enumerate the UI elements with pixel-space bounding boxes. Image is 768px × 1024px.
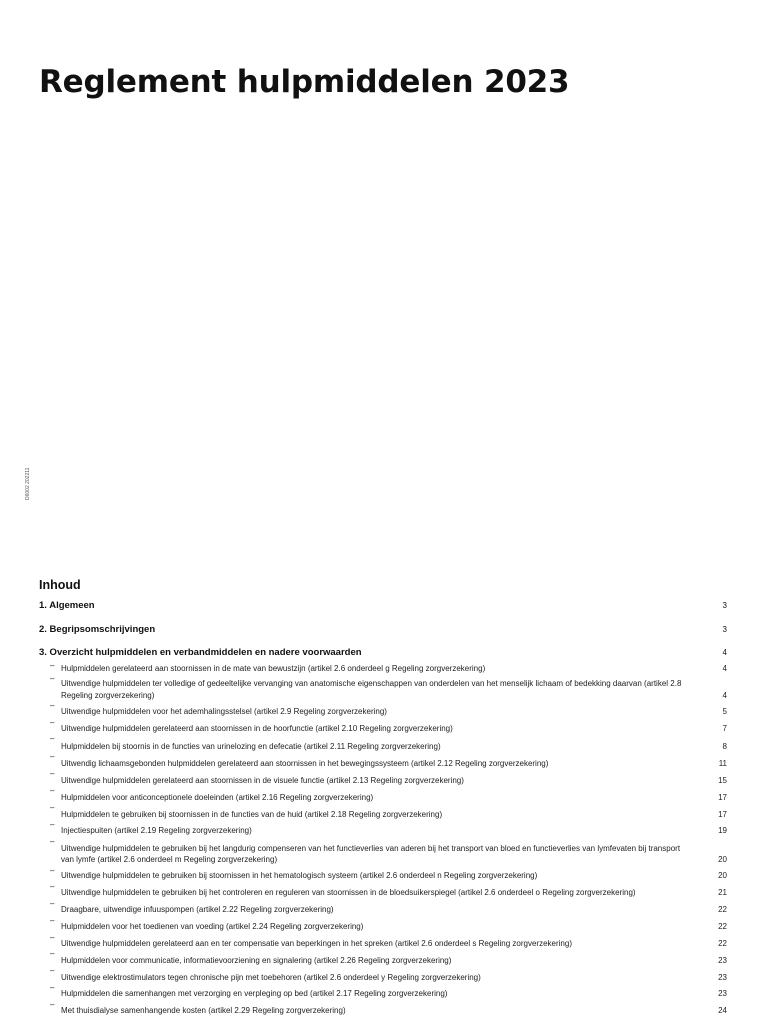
toc-item[interactable]: [39, 661, 727, 674]
toc-item-list: [39, 661, 727, 1016]
toc-item[interactable]: [39, 718, 727, 735]
toc-item-page: 15: [718, 775, 727, 785]
toc-item-text: Hulpmiddelen gerelateerd aan stoornissen in de mate van bewustzijn (artikel 2.6 onderdeel g Regeling zorgverzekering): [61, 663, 486, 673]
toc-item[interactable]: [39, 769, 727, 786]
toc-item-text: Hulpmiddelen voor communicatie, informatievoorziening en signalering (artikel 2.26 Regeling zorgverzekering): [61, 955, 452, 965]
toc-item-text: Hulpmiddelen voor anticonceptionele doeleinden (artikel 2.16 Regeling zorgverzekering): [61, 792, 374, 802]
toc-item-dash: –: [50, 999, 55, 1009]
toc-section-overzicht[interactable]: [39, 647, 727, 661]
toc-item-text: Uitwendige hulpmiddelen gerelateerd aan stoornissen in de hoorfunctie (artikel 2.10 Regeling zorgverzekering): [61, 723, 453, 733]
toc-item-page: 23: [718, 972, 727, 982]
toc-section-label: 2. Begripsomschrijvingen: [39, 623, 156, 635]
toc-item-text: Uitwendige hulpmiddelen te gebruiken bij stoornissen in het hematologisch systeem (artikel 2.6 onderdeel n Regeling zorgverzekering): [61, 871, 538, 880]
toc-item[interactable]: [39, 949, 727, 966]
toc-item-dash: –: [50, 983, 55, 992]
toc-item-text: Uitwendige hulpmiddelen voor het ademhalingsstelsel (artikel 2.9 Regeling zorgverzekering): [61, 707, 387, 716]
toc-item-page: 8: [722, 741, 727, 751]
toc-heading: Inhoud: [39, 578, 81, 592]
toc-item-page: 23: [718, 955, 727, 965]
toc-item-page: 4: [722, 663, 727, 673]
toc-item-dash: –: [50, 701, 55, 710]
toc-item[interactable]: [39, 803, 727, 820]
toc-item[interactable]: [39, 916, 727, 933]
toc-item-dash: –: [50, 752, 55, 761]
toc-item-text: Hulpmiddelen die samenhangen met verzorging en verpleging op bed (artikel 2.17 Regeling zorgverzekering): [61, 989, 448, 998]
toc-item[interactable]: [39, 866, 727, 882]
toc-item[interactable]: [39, 820, 727, 837]
toc-item[interactable]: [39, 701, 727, 718]
toc-item-dash: –: [50, 674, 55, 683]
toc-item-text: Hulpmiddelen voor het toedienen van voeding (artikel 2.24 Regeling zorgverzekering): [61, 922, 364, 931]
toc-item-page: 7: [722, 723, 727, 733]
toc-item-dash: –: [50, 932, 55, 942]
toc-item-dash: –: [50, 717, 55, 727]
toc-item-page: 19: [718, 826, 727, 835]
toc-item-page: 20: [718, 871, 727, 880]
toc-section-label: 1. Algemeen: [39, 600, 95, 611]
toc-item-dash: –: [50, 820, 55, 829]
toc-item[interactable]: [39, 734, 727, 752]
toc-item-dash: –: [50, 898, 55, 908]
toc-item-dash: –: [50, 734, 55, 743]
toc-item-text: Uitwendige hulpmiddelen ter volledige of gedeeltelijke vervanging van anatomische eigenschappen van onderdelen van het menselijk lichaam of bedekking daarvan (artikel 2.8 Regeling zorgverzekering): [61, 679, 682, 700]
toc-item-page: 20: [718, 855, 727, 864]
document-code: D6002 202211: [25, 467, 31, 500]
toc-item-dash: –: [50, 803, 55, 812]
toc-item[interactable]: [39, 882, 727, 899]
toc-item-page: 23: [718, 989, 727, 998]
toc-item-dash: –: [50, 865, 55, 875]
toc-item-text: Uitwendige elektrostimulators tegen chronische pijn met toebehoren (artikel 2.6 onderdeel y Regeling zorgverzekering): [61, 972, 481, 982]
toc-item-page: 17: [718, 792, 727, 802]
toc-item[interactable]: [39, 966, 727, 983]
toc-section-label: 3. Overzicht hulpmiddelen en verbandmiddelen en nadere voorwaarden: [39, 647, 362, 658]
toc-item-dash: –: [50, 915, 55, 925]
toc-section-page: 3: [722, 601, 727, 610]
toc-item[interactable]: [39, 752, 727, 769]
toc-section-page: 3: [722, 624, 727, 634]
toc-item-dash: –: [50, 881, 55, 891]
toc-item[interactable]: [39, 674, 727, 701]
toc-item-dash: –: [50, 661, 55, 670]
table-of-contents: [39, 600, 727, 1016]
toc-item-dash: –: [50, 949, 55, 958]
toc-item-text: Injectiespuiten (artikel 2.19 Regeling zorgverzekering): [61, 826, 252, 835]
toc-item[interactable]: [39, 786, 727, 803]
toc-item-text: Hulpmiddelen bij stoornis in de functies van urinelozing en defecatie (artikel 2.11 Regeling zorgverzekering): [61, 741, 441, 751]
toc-section-algemeen[interactable]: [39, 600, 727, 624]
toc-item-text: Uitwendige hulpmiddelen te gebruiken bij het controleren en reguleren van stoornissen in de bloedsuikerspiegel (artikel 2.6 onderdeel o Regeling zorgverzekering): [61, 888, 636, 897]
toc-item[interactable]: [39, 933, 727, 950]
toc-item[interactable]: [39, 1000, 727, 1017]
toc-item-page: 24: [718, 1005, 727, 1015]
document-title: Reglement hulpmiddelen 2023: [39, 64, 570, 100]
toc-item-text: Uitwendige hulpmiddelen te gebruiken bij het langdurig compenseren van het functieverlies van aderen bij het transport van bloed en functieverlies van lymfevaten bij transport van lymfe (artikel 2.6 onderdeel m Regeling zorgverzekering): [61, 843, 681, 864]
toc-item-dash: –: [50, 769, 55, 778]
toc-item-text: Hulpmiddelen te gebruiken bij stoornissen in de functies van de huid (artikel 2.18 Regeling zorgverzekering): [61, 809, 443, 819]
toc-section-begripsomschrijvingen[interactable]: [39, 624, 727, 648]
toc-item-dash: –: [50, 966, 55, 975]
toc-section-page: 4: [722, 648, 727, 657]
toc-item-dash: –: [50, 786, 55, 795]
toc-item-text: Uitwendige hulpmiddelen gerelateerd aan stoornissen in de visuele functie (artikel 2.13 Regeling zorgverzekering): [61, 775, 464, 785]
toc-item-text: Met thuisdialyse samenhangende kosten (artikel 2.29 Regeling zorgverzekering): [61, 1005, 346, 1015]
toc-item-page: 11: [718, 758, 727, 768]
toc-item-page: 5: [722, 707, 727, 716]
toc-item-text: Uitwendig lichaamsgebonden hulpmiddelen gerelateerd aan stoornissen in het bewegingssysteem (artikel 2.12 Regeling zorgverzekering): [61, 758, 549, 768]
toc-item-text: Uitwendige hulpmiddelen gerelateerd aan en ter compensatie van beperkingen in het spreken (artikel 2.6 onderdeel s Regeling zorgverzekering): [61, 938, 572, 948]
toc-item-page: 17: [718, 809, 727, 819]
toc-item[interactable]: [39, 899, 727, 916]
toc-item[interactable]: [39, 983, 727, 1000]
toc-item-page: 22: [718, 905, 727, 914]
toc-item-text: Draagbare, uitwendige infuuspompen (artikel 2.22 Regeling zorgverzekering): [61, 905, 334, 914]
toc-item-page: 22: [718, 938, 727, 948]
toc-item[interactable]: [39, 837, 727, 866]
toc-item-page: 21: [718, 888, 727, 897]
toc-item-dash: –: [50, 836, 55, 846]
toc-item-page: 4: [722, 690, 727, 700]
toc-item-page: 22: [718, 922, 727, 931]
